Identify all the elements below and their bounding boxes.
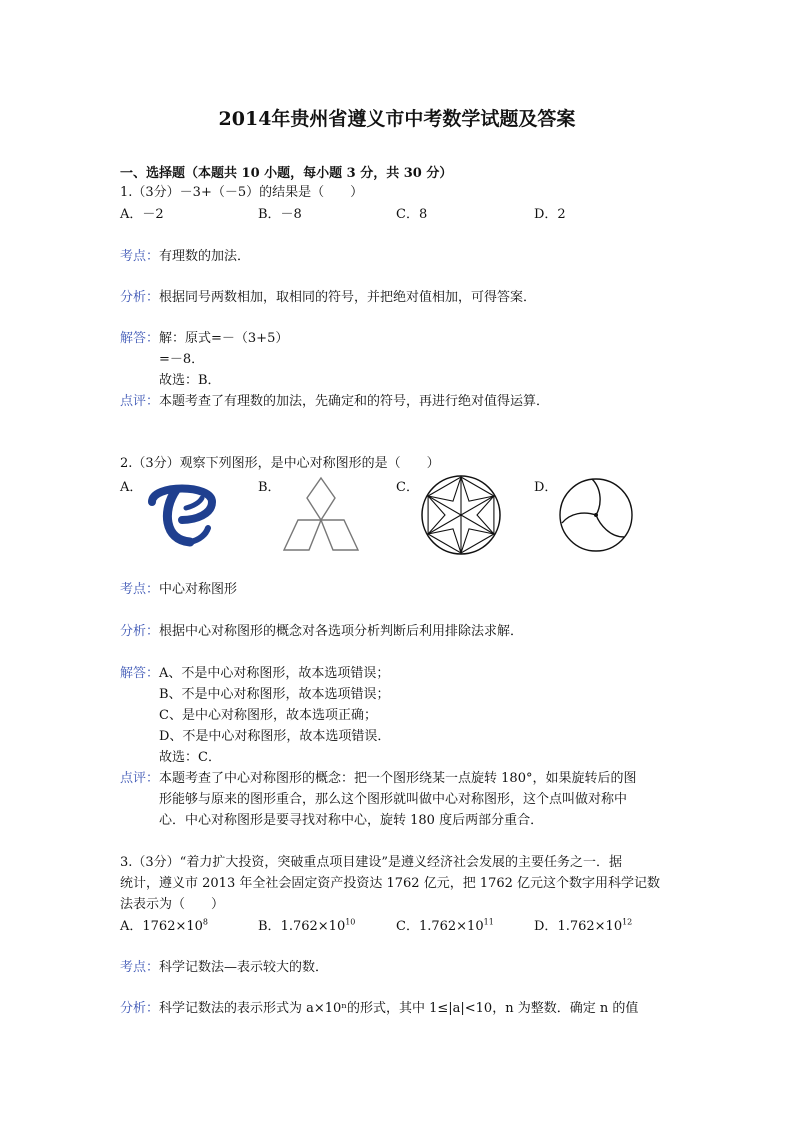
q1-option-d: D．2 [534, 207, 566, 222]
figure-c-star [420, 474, 502, 556]
figure-b-rhombi [282, 476, 360, 552]
kaodian-label: 考点： [120, 582, 160, 597]
q3-stem-line: 3.（3分）“着力扩大投资，突破重点项目建设”是遵义经济社会发展的主要任务之一．据 [120, 855, 622, 870]
kaodian-label: 考点： [120, 960, 160, 975]
q2-jieda-line: C、是中心对称图形，故本选项正确； [159, 708, 377, 723]
figure-a-logo [146, 480, 218, 550]
q2-jieda-line: D、不是中心对称图形，故本选项错误． [159, 729, 391, 744]
q2-option-a-label: A． [120, 480, 143, 495]
q2-jieda-line: B、不是中心对称图形，故本选项错误； [159, 687, 390, 702]
q2-dianping-line: 心．中心对称图形是要寻找对称中心，旋转 180 度后两部分重合． [159, 813, 544, 828]
dianping-label: 点评： [120, 394, 160, 409]
q1-option-a: A．－2 [120, 207, 164, 222]
q2-jieda-line: 故选：C． [159, 750, 221, 765]
q3-option-b: B．$1.762\times 10^{10}$ [258, 917, 356, 934]
q2-stem: 2.（3分）观察下列图形，是中心对称图形的是（ ） [120, 456, 440, 471]
q1-jieda-line: 解：原式=－（3+5） [159, 331, 289, 346]
q2-fenxi: 根据中心对称图形的概念对各选项分析判断后利用排除法求解． [159, 624, 524, 639]
q3-option-a: A．$1762\times 10^8$ [120, 917, 209, 934]
q2-option-b-label: B． [258, 480, 281, 495]
q2-option-d-label: D． [534, 480, 558, 495]
q2-jieda-line: A、不是中心对称图形，故本选项错误； [159, 666, 390, 681]
q3-stem-line: 统计，遵义市 2013 年全社会固定资产投资达 1762 亿元，把 1762 亿元这个数字用科学记数 [120, 876, 661, 891]
fenxi-label: 分析： [120, 290, 160, 305]
q1-option-c: C．8 [396, 207, 428, 222]
figure-d-arcs [558, 477, 634, 553]
q1-dianping: 本题考查了有理数的加法，先确定和的符号，再进行绝对值得运算． [159, 394, 550, 409]
q2-kaodian: 中心对称图形 [159, 582, 238, 597]
jieda-label: 解答： [120, 666, 160, 681]
q3-option-d: D．$1.762\times 10^{12}$ [534, 917, 633, 934]
jieda-label: 解答： [120, 331, 160, 346]
q2-dianping-line: 本题考查了中心对称图形的概念：把一个图形绕某一点旋转 180°，如果旋转后的图 [159, 771, 637, 786]
q2-option-c-label: C． [396, 480, 419, 495]
q1-fenxi: 根据同号两数相加，取相同的符号，并把绝对值相加，可得答案． [159, 290, 537, 305]
kaodian-label: 考点： [120, 249, 160, 264]
dianping-label: 点评： [120, 771, 160, 786]
fenxi-label: 分析： [120, 624, 160, 639]
fenxi-label: 分析： [120, 1001, 160, 1016]
q1-jieda-line: =－8． [159, 352, 205, 367]
section-heading: 一、选择题（本题共 10 小题，每小题 3 分，共 30 分） [120, 166, 453, 181]
q2-dianping-line: 形能够与原来的图形重合，那么这个图形就叫做中心对称图形，这个点叫做对称中 [159, 792, 628, 807]
q3-stem-line: 法表示为（ ） [120, 897, 225, 912]
q3-fenxi: 科学记数法的表示形式为 a×10ⁿ的形式，其中 1≤|a|<10，n 为整数．确定 n 的值 [159, 1001, 639, 1016]
q1-option-b: B．－8 [258, 207, 302, 222]
q3-kaodian: 科学记数法—表示较大的数． [159, 960, 329, 975]
q1-stem: 1.（3分）－3+（－5）的结果是（ ） [120, 185, 364, 200]
q1-jieda-line: 故选：B． [159, 373, 221, 388]
q3-option-c: C．$1.762\times 10^{11}$ [396, 917, 494, 934]
q1-kaodian: 有理数的加法． [159, 249, 251, 264]
page-title: 2014年贵州省遵义市中考数学试题及答案 [218, 108, 576, 130]
